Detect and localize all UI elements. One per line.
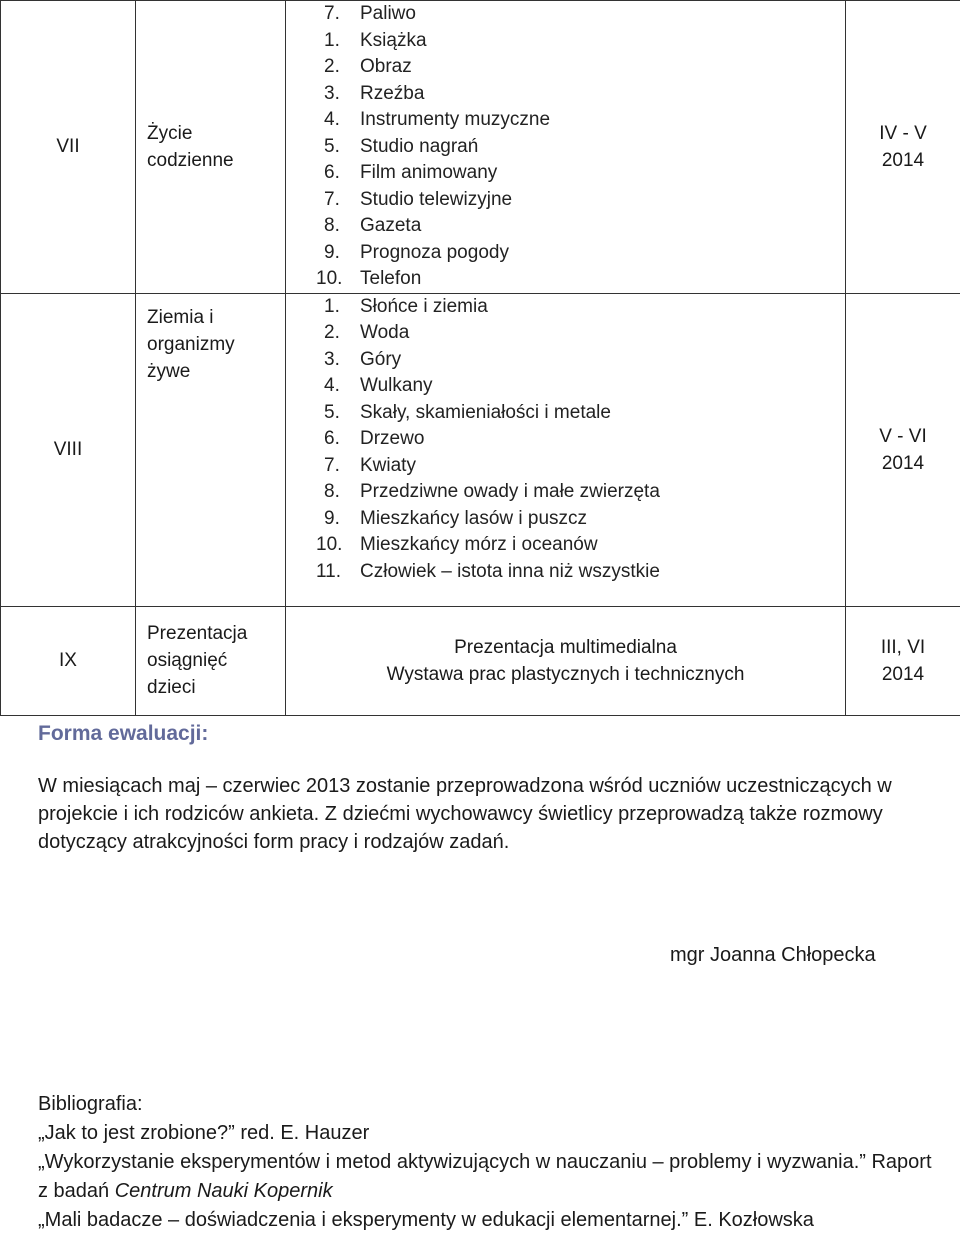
list-item-number: 6.: [324, 160, 360, 187]
bibliography-entry: „Jak to jest zrobione?” red. E. Hauzer: [38, 1119, 938, 1148]
content-line: Prezentacja multimedialna: [286, 634, 845, 661]
list-item: [332, 1, 845, 28]
list-item: [332, 266, 845, 293]
list-item-number: 11.: [316, 559, 360, 586]
list-item: [332, 213, 845, 240]
list-item: [332, 479, 845, 506]
item-list: [286, 1, 845, 293]
list-item-number: 1.: [324, 28, 360, 55]
table-row: [1, 293, 960, 606]
topic-cell: [136, 606, 286, 715]
list-item-number: 9.: [324, 506, 360, 533]
table-row: [1, 606, 960, 715]
list-item-text: Obraz: [360, 54, 412, 81]
topic-line: Prezentacja: [147, 620, 285, 647]
list-item-text: Wulkany: [360, 373, 433, 400]
bibliography-entry: „Mali badacze – doświadczenia i eksperymenty w edukacji elementarnej.” E. Kozłowska: [38, 1206, 938, 1235]
evaluation-text: W miesiącach maj – czerwiec 2013 zostanie przeprowadzona wśród uczniów uczestniczących w projekcie i ich rodziców ankieta. Z dziećmi wychowawcy świetlicy przeprowadzą także rozmowy dotyczący atrakcyjności form pracy i rodzajów zadań.: [38, 772, 938, 856]
list-item: [332, 28, 845, 55]
topic-line: osiągnięć: [147, 647, 285, 674]
list-item-number: 3.: [324, 81, 360, 108]
list-item-text: Telefon: [360, 266, 421, 293]
list-item-number: 2.: [324, 54, 360, 81]
list-item-number: 6.: [324, 426, 360, 453]
list-item-text: Studio nagrań: [360, 134, 478, 161]
topic-line: Ziemia i: [147, 304, 285, 331]
month-number: VII: [1, 1, 136, 294]
list-item-number: 8.: [324, 479, 360, 506]
date-year: 2014: [846, 450, 960, 477]
list-item-number: 7.: [324, 453, 360, 480]
list-item-text: Prognoza pogody: [360, 240, 509, 267]
list-item-number: 4.: [324, 107, 360, 134]
list-item-number: 5.: [324, 400, 360, 427]
bibliography-entry-text: „Wykorzystanie eksperymentów i metod aktywizujących w nauczaniu – problemy i wyzwania.” Raport z badań: [38, 1151, 932, 1202]
list-item: [332, 81, 845, 108]
list-item: [332, 54, 845, 81]
list-item-text: Rzeźba: [360, 81, 424, 108]
items-cell: [286, 1, 846, 294]
bibliography: [38, 1090, 938, 1235]
list-item-number: 9.: [324, 240, 360, 267]
list-item-text: Góry: [360, 347, 401, 374]
month-number: IX: [1, 606, 136, 715]
topic-line: żywe: [147, 358, 285, 385]
list-item-text: Mieszkańcy lasów i puszcz: [360, 506, 587, 533]
topic-label: Życie codzienne: [147, 120, 257, 174]
list-item-text: Paliwo: [360, 1, 416, 28]
items-cell: [286, 293, 846, 606]
list-item-text: Skały, skamieniałości i metale: [360, 400, 611, 427]
list-item-text: Człowiek – istota inna niż wszystkie: [360, 559, 660, 586]
content-line: Wystawa prac plastycznych i technicznych: [286, 661, 845, 688]
date-year: 2014: [846, 147, 960, 174]
list-item: [332, 347, 845, 374]
date-months: IV - V: [846, 120, 960, 147]
bibliography-title: Bibliografia:: [38, 1090, 938, 1119]
list-item-number: 5.: [324, 134, 360, 161]
list-item-text: Instrumenty muzyczne: [360, 107, 550, 134]
date-year: 2014: [846, 661, 960, 688]
author-signature: mgr Joanna Chłopecka: [670, 944, 876, 967]
list-item: [332, 532, 845, 559]
topic-cell: [136, 1, 286, 294]
list-item-number: 2.: [324, 320, 360, 347]
list-item-text: Słońce i ziemia: [360, 294, 488, 321]
list-item-text: Woda: [360, 320, 409, 347]
list-item-text: Książka: [360, 28, 427, 55]
list-item-number: 1.: [324, 294, 360, 321]
content-cell: [286, 606, 846, 715]
list-item-text: Gazeta: [360, 213, 421, 240]
list-item: [332, 107, 845, 134]
list-item: [332, 453, 845, 480]
table-row: [1, 1, 960, 294]
list-item: [332, 294, 845, 321]
topic-cell: [136, 293, 286, 606]
list-item-number: 4.: [324, 373, 360, 400]
list-item-text: Kwiaty: [360, 453, 416, 480]
date-cell: [846, 1, 960, 294]
item-list: [286, 294, 845, 586]
list-item-number: 8.: [324, 213, 360, 240]
list-item-number: 7.: [324, 1, 360, 28]
list-item: [332, 559, 845, 586]
list-item-number: 7.: [324, 187, 360, 214]
topic-line: organizmy: [147, 331, 285, 358]
list-item: [332, 400, 845, 427]
bibliography-entry-source: Centrum Nauki Kopernik: [115, 1180, 333, 1202]
list-item: [332, 187, 845, 214]
date-months: III, VI: [846, 634, 960, 661]
list-item: [332, 426, 845, 453]
list-item-number: 10.: [316, 266, 360, 293]
list-item: [332, 160, 845, 187]
date-cell: [846, 606, 960, 715]
list-item-text: Drzewo: [360, 426, 424, 453]
list-item-text: Film animowany: [360, 160, 497, 187]
list-item-text: Przedziwne owady i małe zwierzęta: [360, 479, 660, 506]
list-item: [332, 506, 845, 533]
bibliography-entry: [38, 1148, 938, 1206]
list-item: [332, 240, 845, 267]
list-item-number: 10.: [316, 532, 360, 559]
list-item-text: Mieszkańcy mórz i oceanów: [360, 532, 598, 559]
list-item-number: 3.: [324, 347, 360, 374]
evaluation-heading: Forma ewaluacji:: [38, 722, 208, 746]
list-item: [332, 134, 845, 161]
date-cell: [846, 293, 960, 606]
list-item-text: Studio telewizyjne: [360, 187, 512, 214]
list-item: [332, 320, 845, 347]
date-months: V - VI: [846, 423, 960, 450]
list-item: [332, 373, 845, 400]
topic-line: dzieci: [147, 674, 285, 701]
month-number: VIII: [1, 293, 136, 606]
